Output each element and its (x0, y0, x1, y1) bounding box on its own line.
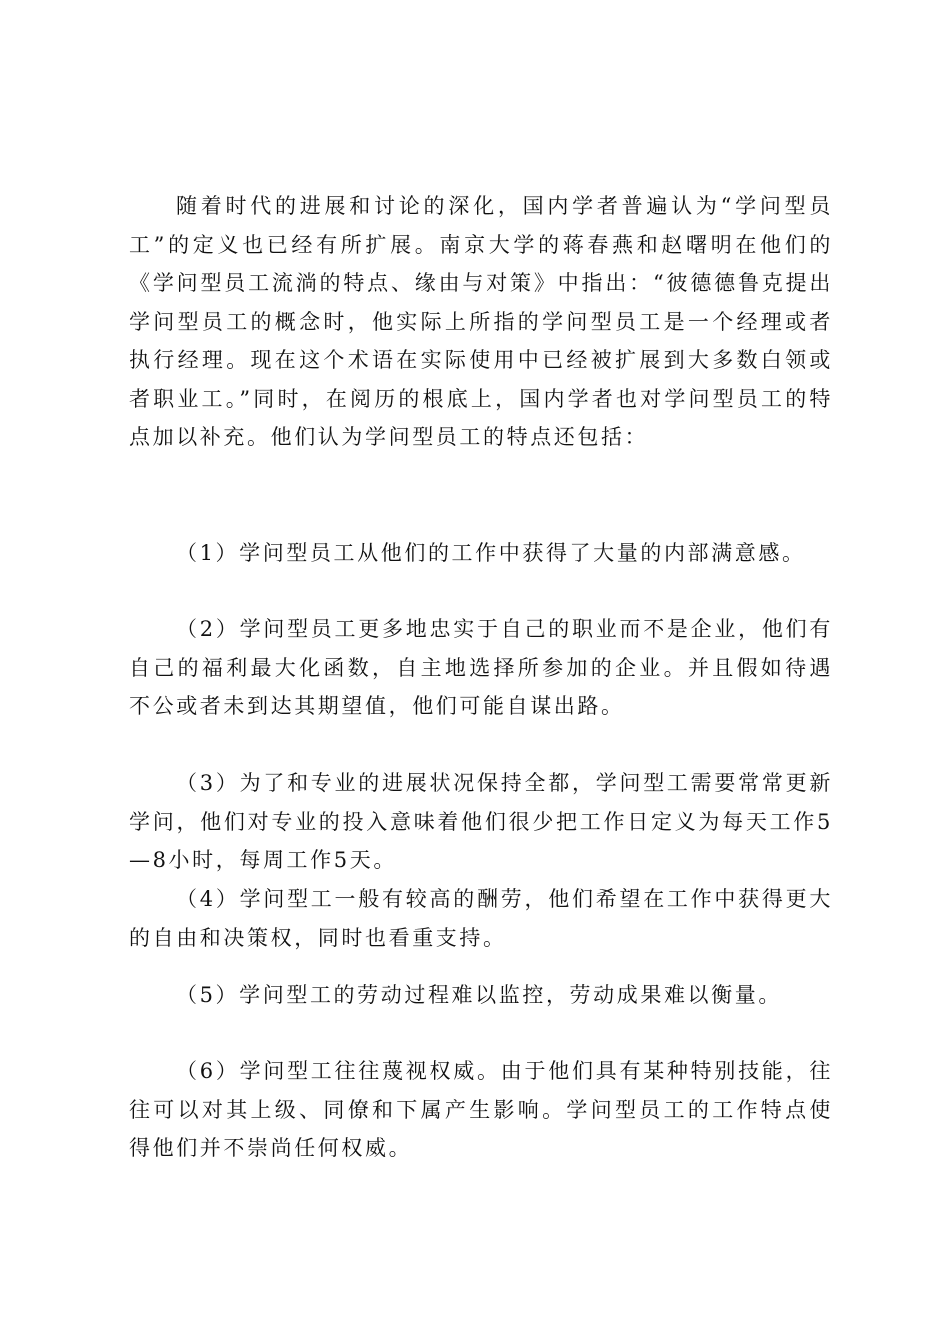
list-item-6: （6）学问型工往往蔑视权威。由于他们具有某种特别技能，往往可以对其上级、同僚和下属产生影响。学问型员工的工作特点使得他们并不崇尚任何权威。 (129, 1059, 833, 1160)
list-item-6-block (129, 1052, 833, 1168)
list-item-1-block (129, 534, 833, 573)
list-item-5: （5）学问型工的劳动过程难以监控，劳动成果难以衡量。 (176, 983, 782, 1007)
list-item-4-block (129, 880, 833, 957)
list-item-2-block (129, 610, 833, 726)
list-item-1: （1）学问型员工从他们的工作中获得了大量的内部满意感。 (176, 541, 806, 565)
list-item-3-block (129, 764, 833, 880)
intro-paragraph: 随着时代的进展和讨论的深化，国内学者普遍认为“学问型员工”的定义也已经有所扩展。南京大学的蒋春燕和赵曙明在他们的《学问型员工流淌的特点、缘由与对策》中指出：“彼德德鲁克提出学问型员工的概念时，他实际上所指的学问型员工是一个经理或者执行经理。现在这个术语在实际使用中已经被扩展到大多数白领或者职业工。”同时，在阅历的根底上，国内学者也对学问型员工的特点加以补充。他们认为学问型员工的特点还包括： (129, 194, 833, 449)
intro-paragraph-block (129, 187, 833, 457)
list-item-4: （4）学问型工一般有较高的酬劳，他们希望在工作中获得更大的自由和决策权，同时也看重支持。 (129, 887, 833, 950)
list-item-3: （3）为了和专业的进展状况保持全都，学问型工需要常常更新学问，他们对专业的投入意味着他们很少把工作日定义为每天工作5—8小时，每周工作5天。 (129, 771, 833, 872)
list-item-5-block (129, 976, 833, 1015)
list-item-2: （2）学问型员工更多地忠实于自己的职业而不是企业，他们有自己的福利最大化函数，自主地选择所参加的企业。并且假如待遇不公或者未到达其期望值，他们可能自谋出路。 (129, 617, 833, 718)
